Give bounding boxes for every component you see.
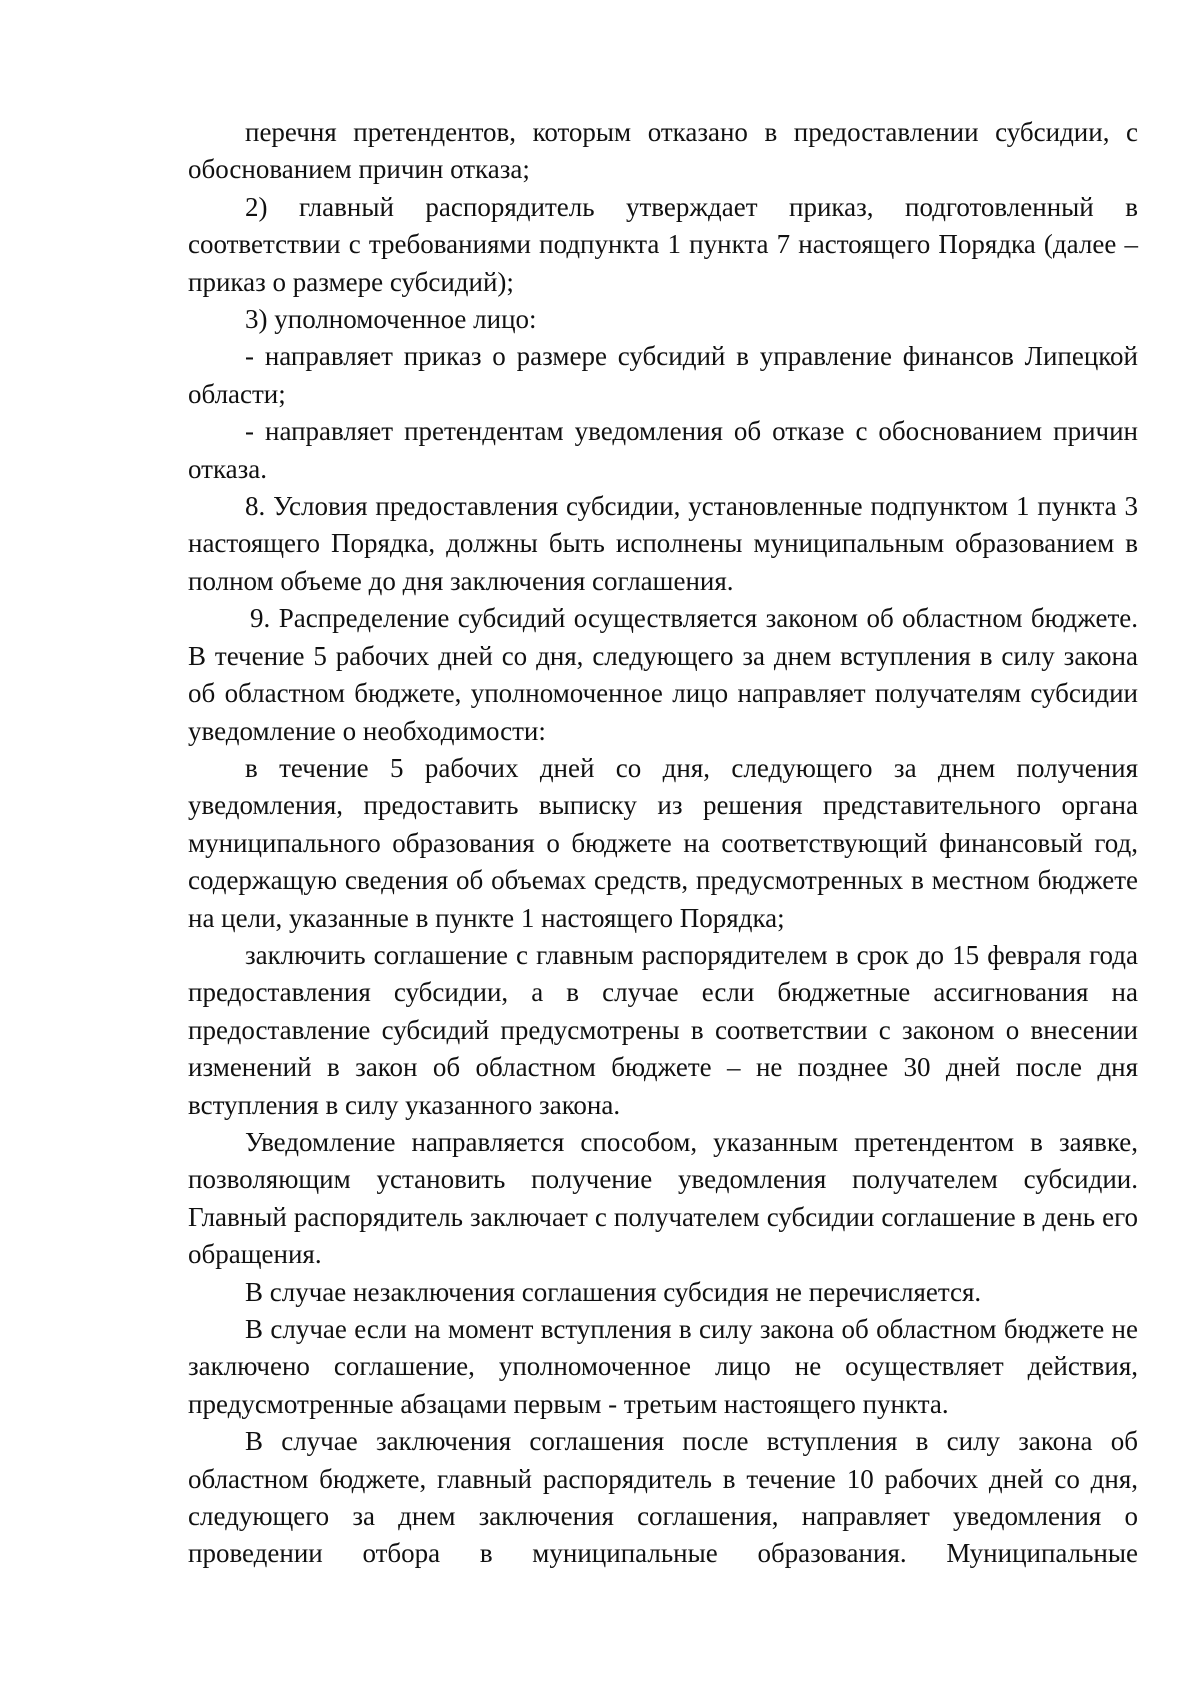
paragraph-notification-method: Уведомление направляется способом, указанным претендентом в заявке, позволяющим установить получение уведомления получателем субсидии. Главный распорядитель заключает с получателем субсидии соглашение в день его обращения. [188, 1126, 1138, 1270]
paragraph-not-concluded: В случае если на момент вступления в силу закона об областном бюджете не заключено соглашение, уполномоченное лицо не осуществляет действия, предусмотренные абзацами первым - третьим настоящего пункта. [188, 1314, 1138, 1419]
paragraph-bullet-refusal: - направляет претендентам уведомления об отказе с обоснованием причин отказа. [188, 416, 1138, 484]
paragraph-agreement-deadline: заключить соглашение с главным распорядителем в срок до 15 февраля года предоставления субсидии, а в случае если бюджетные ассигнования на предоставление субсидий предусмотрены в соответствии с законом о внесении изменений в закон об областном бюджете – не позднее 30 дней после дня вступления в силу указанного закона. [188, 939, 1138, 1120]
paragraph-bullet-order: - направляет приказ о размере субсидий в управление финансов Липецкой области; [188, 341, 1138, 409]
document-body [188, 114, 1138, 1573]
paragraph-refusal-list-continuation: перечня претендентов, которым отказано в предоставлении субсидии, с обоснованием причин отказа; [188, 117, 1138, 185]
paragraph-late-agreement: В случае заключения соглашения после вступления в силу закона об областном бюджете, главный распорядитель в течение 10 рабочих дней со дня, следующего за днем заключения соглашения, направляет уведомления о проведении отбора в муниципальные образования. Муниципальные [188, 1426, 1138, 1569]
paragraph-item-3: 3) уполномоченное лицо: [245, 304, 537, 335]
paragraph-section-8: 8. Условия предоставления субсидии, установленные подпунктом 1 пункта 3 настоящего Порядка, должны быть исполнены муниципальным образованием в полном объеме до дня заключения соглашения. [188, 491, 1138, 596]
paragraph-no-agreement: В случае незаключения соглашения субсидия не перечисляется. [245, 1276, 982, 1307]
paragraph-item-2: 2) главный распорядитель утверждает приказ, подготовленный в соответствии с требованиями подпункта 1 пункта 7 настоящего Порядка (далее – приказ о размере субсидий); [188, 191, 1138, 297]
paragraph-section-9: 9. Распределение субсидий осуществляется законом об областном бюджете. В течение 5 рабочих дней со дня, следующего за днем вступления в силу закона об областном бюджете, уполномоченное лицо направляет получателям субсидии уведомление о необходимости: [188, 603, 1138, 746]
paragraph-extract-requirement: в течение 5 рабочих дней со дня, следующего за днем получения уведомления, предоставить выписку из решения представительного органа муниципального образования о бюджете на соответствующий финансовый год, содержащую сведения об объемах средств, предусмотренных в местном бюджете на цели, указанные в пункте 1 настоящего Порядка; [188, 752, 1138, 933]
